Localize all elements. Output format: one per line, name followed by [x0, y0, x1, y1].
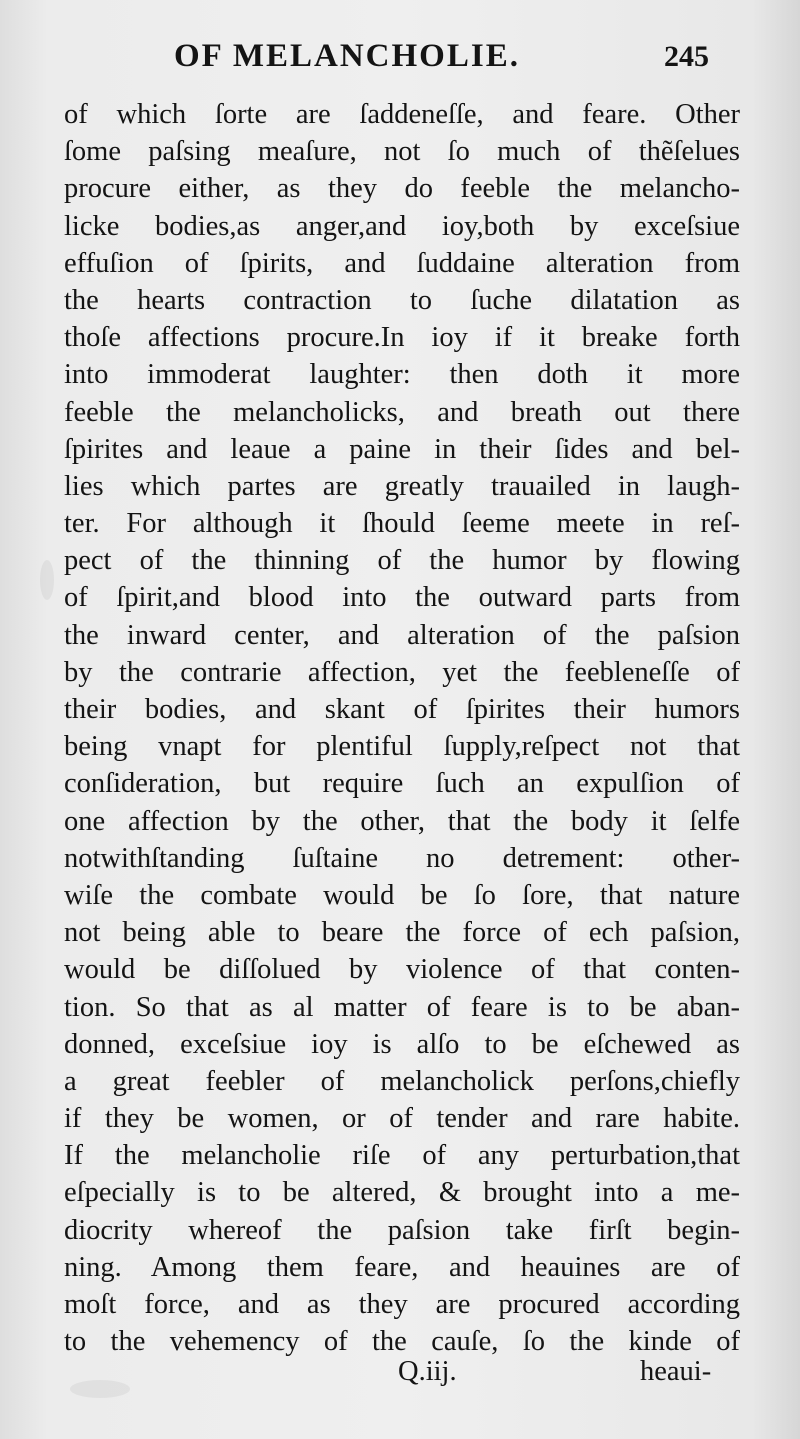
- page-number: 245: [664, 40, 709, 73]
- text-line: into immoderat laughter: then doth it more: [64, 359, 740, 391]
- text-line: diocrity whereof the paſsion take firſt begin-: [64, 1214, 740, 1246]
- text-line: ſpirites and leaue a paine in their ſides and bel-: [64, 433, 740, 465]
- text-line: a great feebler of melancholick perſons,chiefly: [64, 1065, 740, 1097]
- running-title: OF MELANCHOLIE.: [174, 38, 520, 74]
- text-line: donned, exceſsiue ioy is alſo to be eſchewed as: [64, 1028, 740, 1060]
- text-line: tion. So that as al matter of feare is to be aban-: [64, 991, 740, 1023]
- text-line: by the contrarie affection, yet the feebleneſſe of: [64, 656, 740, 688]
- text-line: moſt force, and as they are procured according: [64, 1289, 740, 1320]
- catchword: heaui-: [640, 1356, 712, 1387]
- text-line: the hearts contraction to ſuche dilatation as: [64, 284, 740, 316]
- page-header: [0, 38, 800, 88]
- page-footer: [0, 1356, 800, 1396]
- body-text: [64, 96, 740, 1360]
- text-line: notwithſtanding ſuſtaine no detrement: other-: [64, 842, 740, 874]
- text-line: of ſpirit,and blood into the outward parts from: [64, 582, 740, 614]
- text-line: lies which partes are greatly trauailed in laugh-: [64, 470, 740, 502]
- signature-mark: Q.iij.: [398, 1356, 457, 1387]
- text-line: effuſion of ſpirits, and ſuddaine alteration from: [64, 247, 740, 279]
- text-line: being vnapt for plentiful ſupply,reſpect not that: [64, 731, 740, 763]
- text-line: not being able to beare the force of ech paſsion,: [64, 917, 740, 949]
- text-line: If the melancholie riſe of any perturbation,that: [64, 1140, 740, 1172]
- text-line: feeble the melancholicks, and breath out there: [64, 396, 740, 428]
- text-line: eſpecially is to be altered, & brought into a me-: [64, 1177, 740, 1209]
- text-line: wiſe the combate would be ſo ſore, that nature: [64, 879, 740, 911]
- text-line: ning. Among them feare, and heauines are of: [64, 1251, 740, 1283]
- text-line: ter. For although it ſhould ſeeme meete in reſ-: [64, 508, 740, 540]
- text-line: would be diſſolued by violence of that conten-: [64, 954, 740, 986]
- text-line: ſome paſsing meaſure, not ſo much of thẽſelues: [64, 136, 740, 168]
- text-line: conſideration, but require ſuch an expulſion of: [64, 768, 740, 800]
- text-line: the inward center, and alteration of the paſsion: [64, 619, 740, 651]
- text-line: one affection by the other, that the body it ſelfe: [64, 805, 740, 837]
- text-line: procure either, as they do feeble the melancho-: [64, 173, 740, 205]
- text-line: to the vehemency of the cauſe, ſo the kinde of: [64, 1326, 740, 1358]
- text-line: their bodies, and skant of ſpirites their humors: [64, 694, 740, 725]
- text-line: thoſe affections procure.In ioy if it breake forth: [64, 322, 740, 354]
- text-line: licke bodies,as anger,and ioy,both by exceſsiue: [64, 210, 740, 242]
- paper-smudge: [40, 560, 54, 600]
- text-line: of which ſorte are ſaddeneſſe, and feare. Other: [64, 99, 740, 130]
- text-line: if they be women, or of tender and rare habite.: [64, 1103, 740, 1135]
- text-line: pect of the thinning of the humor by flowing: [64, 545, 740, 577]
